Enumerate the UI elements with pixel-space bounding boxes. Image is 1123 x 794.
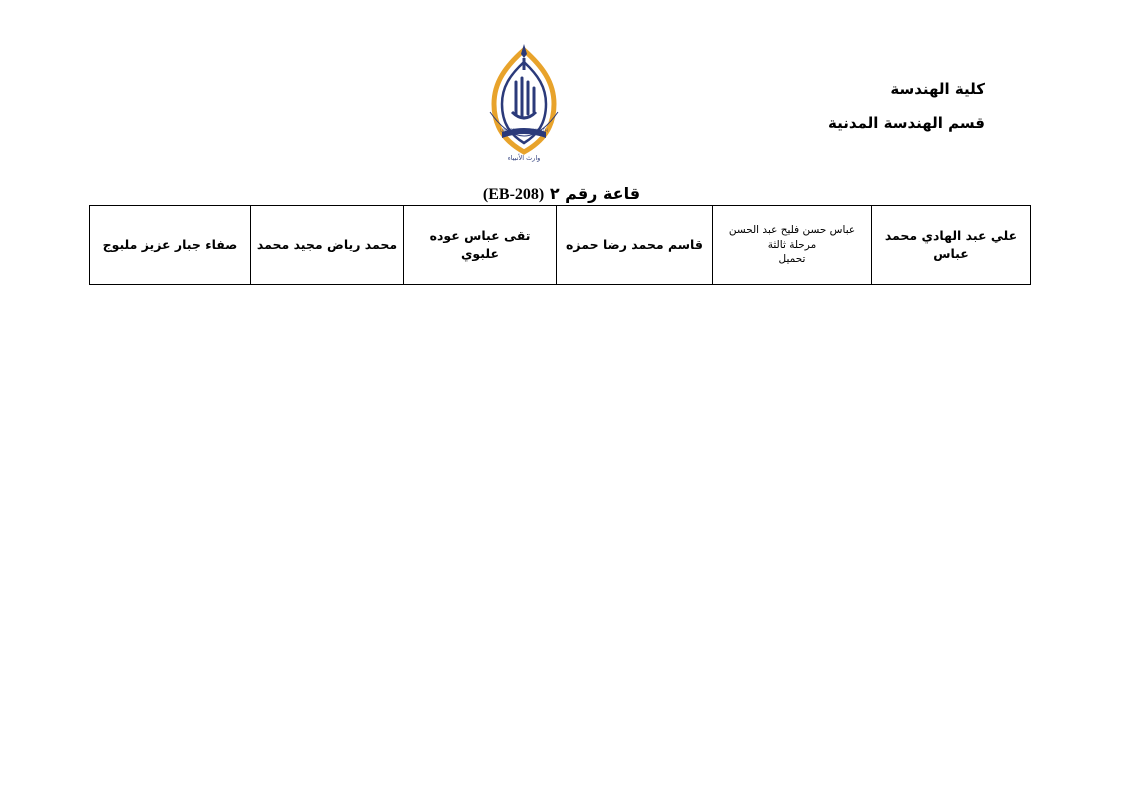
table-cell-6 (90, 206, 251, 285)
student-name: محمد رياض مجيد محمد (256, 236, 398, 252)
svg-text:وارث الأنبياء: وارث الأنبياء (507, 154, 541, 162)
table-cell-3 (557, 206, 713, 285)
hall-title-text: قاعة رقم ٢ (549, 184, 641, 203)
student-name: قاسم محمد رضا حمزه (566, 236, 703, 252)
student-name: صفاء جبار عزيز ملبوج (102, 236, 238, 252)
table-row (90, 206, 1031, 285)
svg-text:UNIVERSITY OF WARITH: UNIVERSITY OF WARITH (500, 128, 548, 133)
student-name: علي عبد الهادي محمد عباس (884, 227, 1018, 261)
hall-title (0, 184, 1123, 204)
department-name: قسم الهندسة المدنية (828, 114, 985, 132)
student-name: تقى عباس عوده علبوي (429, 227, 531, 261)
department-header (828, 72, 985, 140)
university-logo (476, 42, 572, 167)
table-body (90, 206, 1031, 285)
students-table (89, 205, 1031, 285)
college-name: كلية الهندسة (890, 80, 985, 98)
hall-code: (EB-208) (482, 186, 545, 203)
table-cell-5 (251, 206, 404, 285)
table-cell-2 (713, 206, 872, 285)
student-stage: مرحلة ثالثة تحميل (767, 238, 817, 266)
table-cell-1 (872, 206, 1031, 285)
student-name: عباس حسن فليح عبد الحسن (728, 223, 856, 236)
table-cell-4 (404, 206, 557, 285)
